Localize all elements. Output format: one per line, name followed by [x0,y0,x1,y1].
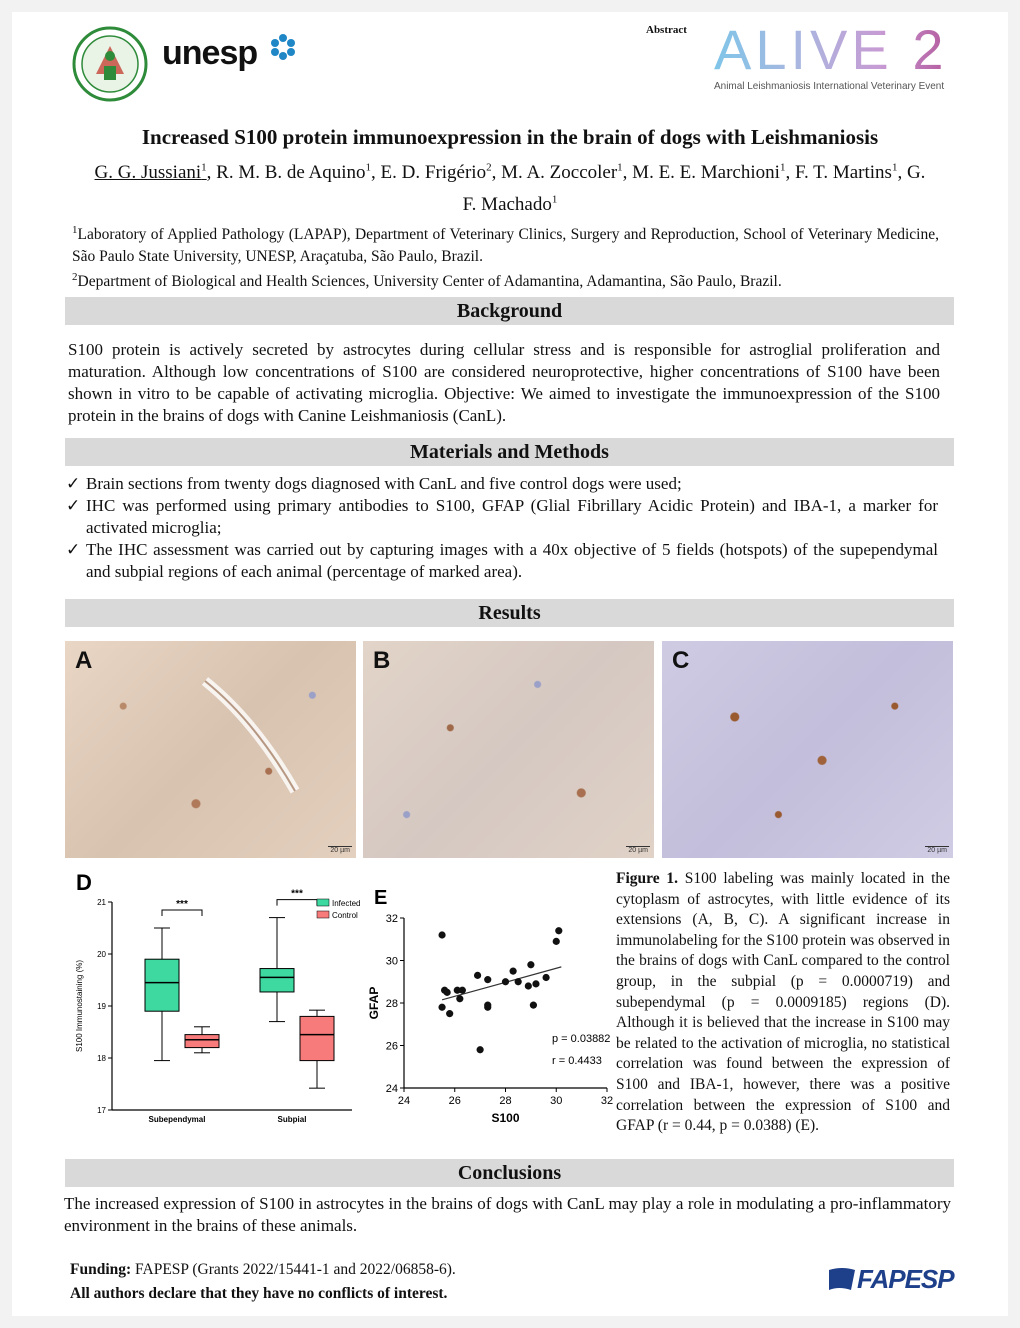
institution-seal-logo [72,26,148,102]
background-text: S100 protein is actively secreted by astrocytes during cellular stress and is responsible for astroglial proliferation and maturation. Although low concentrations of S100 are considered neuroprotective, higher concentrations of S100 have been shown in vitro to be capable of activating microglia. Objective: We aimed to investigate the immunoexpression of the S100 protein in the brains of dogs with Canine Leishmaniosis (CanL). [68,340,940,425]
scatter-point [530,1002,537,1009]
box-control [185,1035,219,1048]
list-item: ✓ Brain sections from twenty dogs diagnosed with CanL and five control dogs were used; [66,474,682,493]
y-tick-label: 21 [97,898,106,907]
fapesp-logo-text: FAPESP [857,1264,954,1294]
significance-bracket [277,900,317,906]
checkmark-icon: ✓ [66,540,81,559]
co-author: , R. M. B. de Aquino$^1$ [206,162,372,184]
scatter-point [444,989,451,996]
fapesp-mark-icon [827,1266,857,1292]
scatter-point [532,980,539,987]
scatter-point [553,938,560,945]
y-axis-label: S100 Immunostaining (%) [75,959,84,1053]
co-author: , F. T. Martins$^1$ [785,162,898,184]
significance-label: *** [176,899,188,910]
list-item: ✓ The IHC assessment was carried out by capturing images with a 40x objective of 5 fields (hotspots) of the supependymal and subpial regions of each animal (percentage of marked area). [66,540,938,581]
scatter-point [438,931,445,938]
scatter-point [527,961,534,968]
scatter-point [459,987,466,994]
methods-list [66,473,938,583]
micrograph-a [65,641,356,858]
x-tick-label: 32 [600,1095,614,1107]
scatter-point [555,927,562,934]
scatter-chart-e [352,872,612,1124]
x-axis-label: S100 [491,1111,520,1125]
alive-event-logo [714,18,964,98]
legend-label: Control [332,911,358,920]
significance-bracket [162,910,202,916]
box-infected [260,969,294,992]
author-list [92,155,928,218]
x-tick-label: 28 [499,1095,512,1107]
methods-heading: Materials and Methods [65,438,954,466]
panel-label: C [672,647,690,674]
trendline [442,967,561,1000]
x-tick-label: 24 [397,1095,411,1107]
x-tick-label: Subependymal [148,1115,206,1124]
abstract-label: Abstract [646,24,687,36]
list-item: ✓ IHC was performed using primary antibodies to S100, GFAP (Glial Fibrillary Acidic Protein) and IBA-1, a marker for activated microglia; [66,496,938,537]
co-author: , M. A. Zoccoler$^1$ [491,162,623,184]
conclusions-text: The increased expression of S100 in astrocytes in the brains of dogs with CanL may play a role in modulating a pro-inflammatory environment in the brains of these animals. [64,1194,951,1235]
scatter-point [474,972,481,979]
co-author: , E. D. Frigério$^2$ [371,162,492,184]
box-control [300,1016,334,1060]
scale-bar: 20 µm [628,847,648,854]
panel-label: B [373,647,391,674]
affiliation-1: $^1$Laboratory of Applied Pathology (LAPAP), Department of Veterinary Clinics, Surgery and Reproduction, School of Veterinary Medicine, São Paulo State University, UNESP, Araçatuba, São Paulo, Brazil. [72,224,939,266]
results-heading: Results [65,599,954,627]
x-tick-label: 26 [448,1095,461,1107]
figure-caption: Figure 1. S100 labeling was mainly located in the cytoplasm of astrocytes, with little evidence of its extensions (A, B, C). A significant increase in immunolabeling for the S100 protein was observed in the brains of dogs with CanL compared to the control group, in the subpial (p = 0.0000719) and subependymal (p = 0.0009185) regions (D). Although it is believed that the increase in S100 may be related to the activation of microglia, no statistical correlation was found between the expression of S100 and IBA-1, however, there was a positive correlation between the expression of S100 and GFAP (r = 0.44, p = 0.0388) (E). [616,870,951,1135]
panel-label: A [75,647,93,674]
scatter-point [515,978,522,985]
r-value-annotation: r = 0.4433 [552,1055,602,1067]
scatter-point [525,982,532,989]
background-heading: Background [65,297,954,325]
y-tick-label: 24 [385,1083,398,1095]
y-tick-label: 17 [97,1106,106,1115]
y-tick-label: 18 [97,1054,106,1063]
co-author: , M. E. E. Marchioni$^1$ [622,162,786,184]
checkmark-icon: ✓ [66,474,81,493]
micrograph-b [363,641,654,858]
y-tick-label: 26 [385,1040,398,1053]
legend-swatch [317,911,329,918]
scatter-point [477,1046,484,1053]
y-tick-label: 19 [97,1002,106,1011]
co-author: , G. F. Machado$^1$ [462,162,926,215]
unesp-logo-text: unesp [162,34,258,72]
unesp-logo [162,34,257,84]
affiliation-2: $^2$Department of Biological and Health Sciences, University Center of Adamantina, Adamantina, São Paulo, Brazil. [72,271,782,291]
legend-swatch [317,899,329,906]
conflicts-statement: All authors declare that they have no conflicts of interest. [70,1285,448,1302]
scatter-point [510,968,517,975]
scale-bar: 20 µm [330,847,350,854]
panel-label: E [374,887,388,909]
funding-note: Funding: FAPESP (Grants 2022/15441-1 and 2022/06858-6). [70,1261,456,1278]
p-value-annotation: p = 0.03882 [552,1033,611,1045]
y-tick-label: 30 [385,955,398,968]
unesp-star-icon [268,32,298,62]
alive-logo-subtitle: Animal Leishmaniosis International Veterinary Event [714,80,945,92]
alive-logo-text: ALIVE 2 [714,22,964,78]
poster [12,12,1008,1316]
poster-title: Increased S100 protein immunoexpression in the brain of dogs with Leishmaniosis [141,125,879,149]
y-tick-label: 20 [97,950,106,959]
y-tick-label: 32 [385,913,398,925]
conclusions-heading: Conclusions [65,1159,954,1187]
scatter-point [484,976,491,983]
scatter-point [502,978,509,985]
scale-bar: 20 µm [927,847,947,854]
scatter-point [438,1004,445,1011]
scatter-point [543,974,550,981]
first-author: G. G. Jussiani$^1$ [94,162,207,184]
scatter-point [484,1002,491,1009]
scatter-point [446,1010,453,1017]
boxplot-chart-d [62,864,362,1124]
scatter-point [456,995,463,1002]
significance-label: *** [291,888,303,900]
box-infected [145,959,179,1011]
y-axis-label: GFAP [367,986,381,1020]
x-tick-label: Subpial [277,1115,307,1124]
checkmark-icon: ✓ [66,496,81,515]
panel-label: D [76,870,92,895]
legend-label: Infected [332,899,361,908]
micrograph-c [662,641,953,858]
x-tick-label: 30 [550,1095,563,1107]
y-tick-label: 28 [385,998,398,1010]
